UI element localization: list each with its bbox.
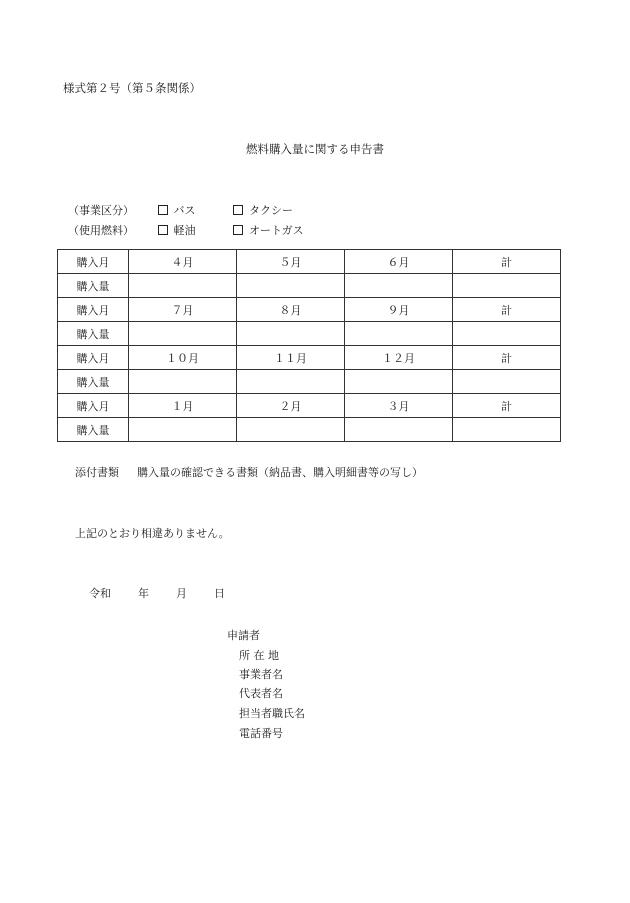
month-cell: ５月 — [237, 250, 345, 274]
confirmation-text: 上記のとおり相違ありません。 — [75, 527, 230, 540]
option-taxi[interactable] — [233, 202, 293, 218]
business-category-label: （事業区分） — [68, 204, 134, 217]
amount-cell[interactable] — [345, 322, 453, 346]
option-autogas[interactable] — [233, 222, 304, 238]
date-day: 日 — [214, 587, 225, 600]
month-row-label: 購入月 — [58, 250, 129, 274]
amount-cell[interactable] — [345, 418, 453, 442]
amount-row — [58, 418, 561, 442]
amount-cell[interactable] — [453, 418, 561, 442]
amount-row-label: 購入量 — [58, 418, 129, 442]
date-line — [89, 585, 225, 601]
form-number: 様式第２号（第５条関係） — [63, 81, 201, 95]
field-phone: 電話番号 — [239, 727, 283, 740]
amount-cell[interactable] — [237, 322, 345, 346]
month-cell: １２月 — [345, 346, 453, 370]
amount-cell[interactable] — [129, 274, 237, 298]
amount-row — [58, 370, 561, 394]
checkbox-icon[interactable] — [233, 225, 243, 235]
month-row-label: 購入月 — [58, 298, 129, 322]
purchase-table — [57, 249, 561, 442]
amount-cell[interactable] — [453, 274, 561, 298]
month-cell: ６月 — [345, 250, 453, 274]
month-cell: ２月 — [237, 394, 345, 418]
month-cell: ３月 — [345, 394, 453, 418]
amount-row — [58, 274, 561, 298]
amount-cell[interactable] — [237, 370, 345, 394]
amount-cell[interactable] — [345, 370, 453, 394]
date-month: 月 — [176, 587, 187, 600]
checkbox-icon[interactable] — [158, 225, 168, 235]
field-representative: 代表者名 — [239, 687, 283, 700]
month-cell: 計 — [453, 394, 561, 418]
field-address: 所 在 地 — [239, 649, 279, 662]
checkbox-icon[interactable] — [233, 205, 243, 215]
option-bus-label: バス — [173, 204, 196, 217]
month-cell: ７月 — [129, 298, 237, 322]
date-year: 年 — [138, 587, 149, 600]
document-title: 燃料購入量に関する申告書 — [246, 142, 384, 156]
amount-row-label: 購入量 — [58, 274, 129, 298]
month-row-label: 購入月 — [58, 346, 129, 370]
field-contact-person: 担当者職氏名 — [239, 707, 305, 720]
amount-cell[interactable] — [237, 274, 345, 298]
amount-cell[interactable] — [237, 418, 345, 442]
applicant-heading: 申請者 — [227, 629, 260, 642]
amount-row-label: 購入量 — [58, 322, 129, 346]
amount-cell[interactable] — [129, 418, 237, 442]
attachment-text: 購入量の確認できる書類（納品書、購入明細書等の写し） — [137, 466, 423, 479]
month-cell: 計 — [453, 346, 561, 370]
amount-cell[interactable] — [453, 322, 561, 346]
month-cell: ８月 — [237, 298, 345, 322]
month-row — [58, 346, 561, 370]
option-diesel[interactable] — [158, 222, 196, 238]
month-cell: ４月 — [129, 250, 237, 274]
amount-cell[interactable] — [129, 370, 237, 394]
option-taxi-label: タクシー — [249, 204, 293, 217]
option-diesel-label: 軽油 — [173, 224, 196, 237]
amount-cell[interactable] — [345, 274, 453, 298]
month-row — [58, 250, 561, 274]
fuel-type-row — [68, 222, 304, 238]
attachment-line — [75, 464, 423, 480]
option-autogas-label: オートガス — [249, 224, 304, 237]
checkbox-icon[interactable] — [158, 205, 168, 215]
month-cell: 計 — [453, 250, 561, 274]
amount-cell[interactable] — [453, 370, 561, 394]
amount-row — [58, 322, 561, 346]
option-bus[interactable] — [158, 202, 196, 218]
amount-cell[interactable] — [129, 322, 237, 346]
month-row-label: 購入月 — [58, 394, 129, 418]
month-row — [58, 298, 561, 322]
month-cell: １１月 — [237, 346, 345, 370]
attachment-label: 添付書類 — [75, 466, 119, 479]
month-row — [58, 394, 561, 418]
amount-row-label: 購入量 — [58, 370, 129, 394]
fuel-type-label: （使用燃料） — [68, 224, 134, 237]
date-era: 令和 — [89, 587, 111, 600]
month-cell: １０月 — [129, 346, 237, 370]
field-business-name: 事業者名 — [239, 668, 283, 681]
month-cell: 計 — [453, 298, 561, 322]
business-category-row — [68, 202, 293, 218]
month-cell: １月 — [129, 394, 237, 418]
month-cell: ９月 — [345, 298, 453, 322]
